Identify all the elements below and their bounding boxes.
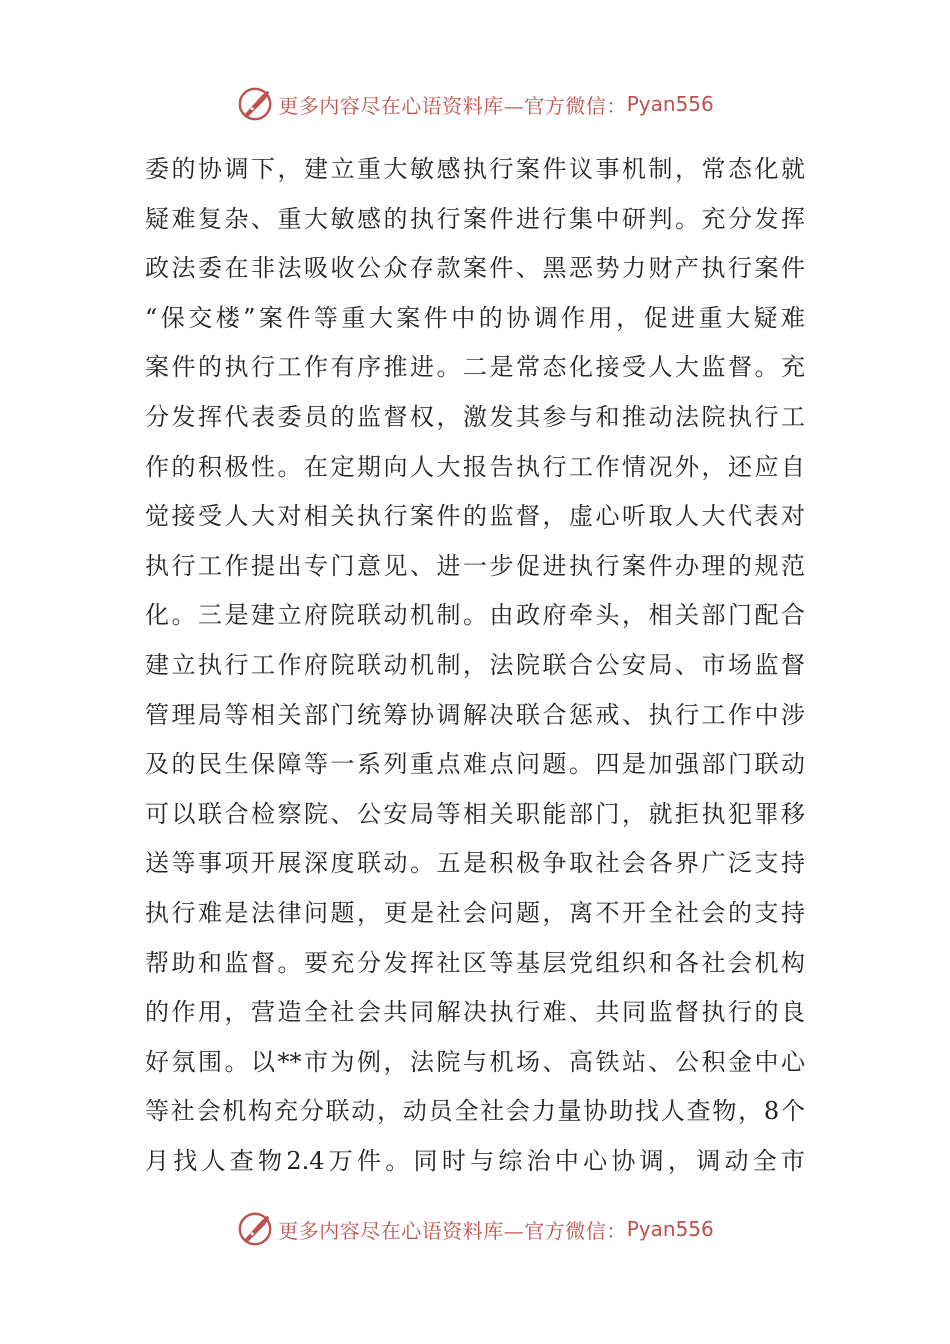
document-body xyxy=(145,145,805,1186)
banner-prefix: 更多内容尽在心语资料库—官方微信： xyxy=(278,1218,627,1243)
body-line: 委的协调下，建立重大敏感执行案件议事机制，常态化就 xyxy=(145,155,805,183)
banner-prefix: 更多内容尽在心语资料库—官方微信： xyxy=(278,93,627,118)
body-line: 执行难是法律问题，更是社会问题，离不开全社会的支持 xyxy=(145,898,805,927)
pen-nib-circle-logo-icon xyxy=(236,85,274,123)
body-line: 及的民生保障等一系列重点难点问题。四是加强部门联动 xyxy=(145,750,805,779)
body-line: 化。三是建立府院联动机制。由政府牵头，相关部门配合 xyxy=(145,601,805,630)
body-line: 帮助和监督。要充分发挥社区等基层党组织和各社会机构 xyxy=(145,948,805,977)
body-line: 作的积极性。在定期向人大报告执行工作情况外，还应自 xyxy=(145,452,805,481)
body-line: 案件的执行工作有序推进。二是常态化接受人大监督。充 xyxy=(145,353,805,382)
footer-banner-text xyxy=(278,1215,714,1244)
body-line: 的作用，营造全社会共同解决执行难、共同监督执行的良 xyxy=(145,998,805,1027)
header-banner-text xyxy=(278,90,714,119)
body-line: 觉接受人大对相关执行案件的监督，虚心听取人大代表对 xyxy=(145,502,805,531)
wechat-id: Pyan556 xyxy=(626,92,714,116)
body-line: 疑难复杂、重大敏感的执行案件进行集中研判。充分发挥 xyxy=(145,204,805,233)
body-line: 建立执行工作府院联动机制，法院联合公安局、市场监督 xyxy=(145,650,805,679)
body-line: 分发挥代表委员的监督权，激发其参与和推动法院执行工 xyxy=(145,402,805,431)
body-line: 执行工作提出专门意见、进一步促进执行案件办理的规范 xyxy=(145,551,805,580)
wechat-id: Pyan556 xyxy=(626,1217,714,1241)
body-line: 政法委在非法吸收公众存款案件、黑恶势力财产执行案件 xyxy=(145,254,805,283)
body-line: “保交楼”案件等重大案件中的协调作用，促进重大疑难 xyxy=(145,303,805,332)
body-line: 可以联合检察院、公安局等相关职能部门，就拒执犯罪移 xyxy=(145,799,805,828)
body-line: 送等事项开展深度联动。五是积极争取社会各界广泛支持 xyxy=(145,849,805,878)
header-banner xyxy=(0,82,950,126)
body-line: 管理局等相关部门统筹协调解决联合惩戒、执行工作中涉 xyxy=(145,700,805,729)
body-line: 月找人查物2.4万件。同时与综治中心协调，调动全市 xyxy=(145,1146,805,1175)
footer-banner xyxy=(0,1207,950,1251)
body-line: 好氛围。以**市为例，法院与机场、高铁站、公积金中心 xyxy=(145,1047,805,1076)
pen-nib-circle-logo-icon xyxy=(236,1210,274,1248)
body-line: 等社会机构充分联动，动员全社会力量协助找人查物，8个 xyxy=(145,1097,805,1126)
